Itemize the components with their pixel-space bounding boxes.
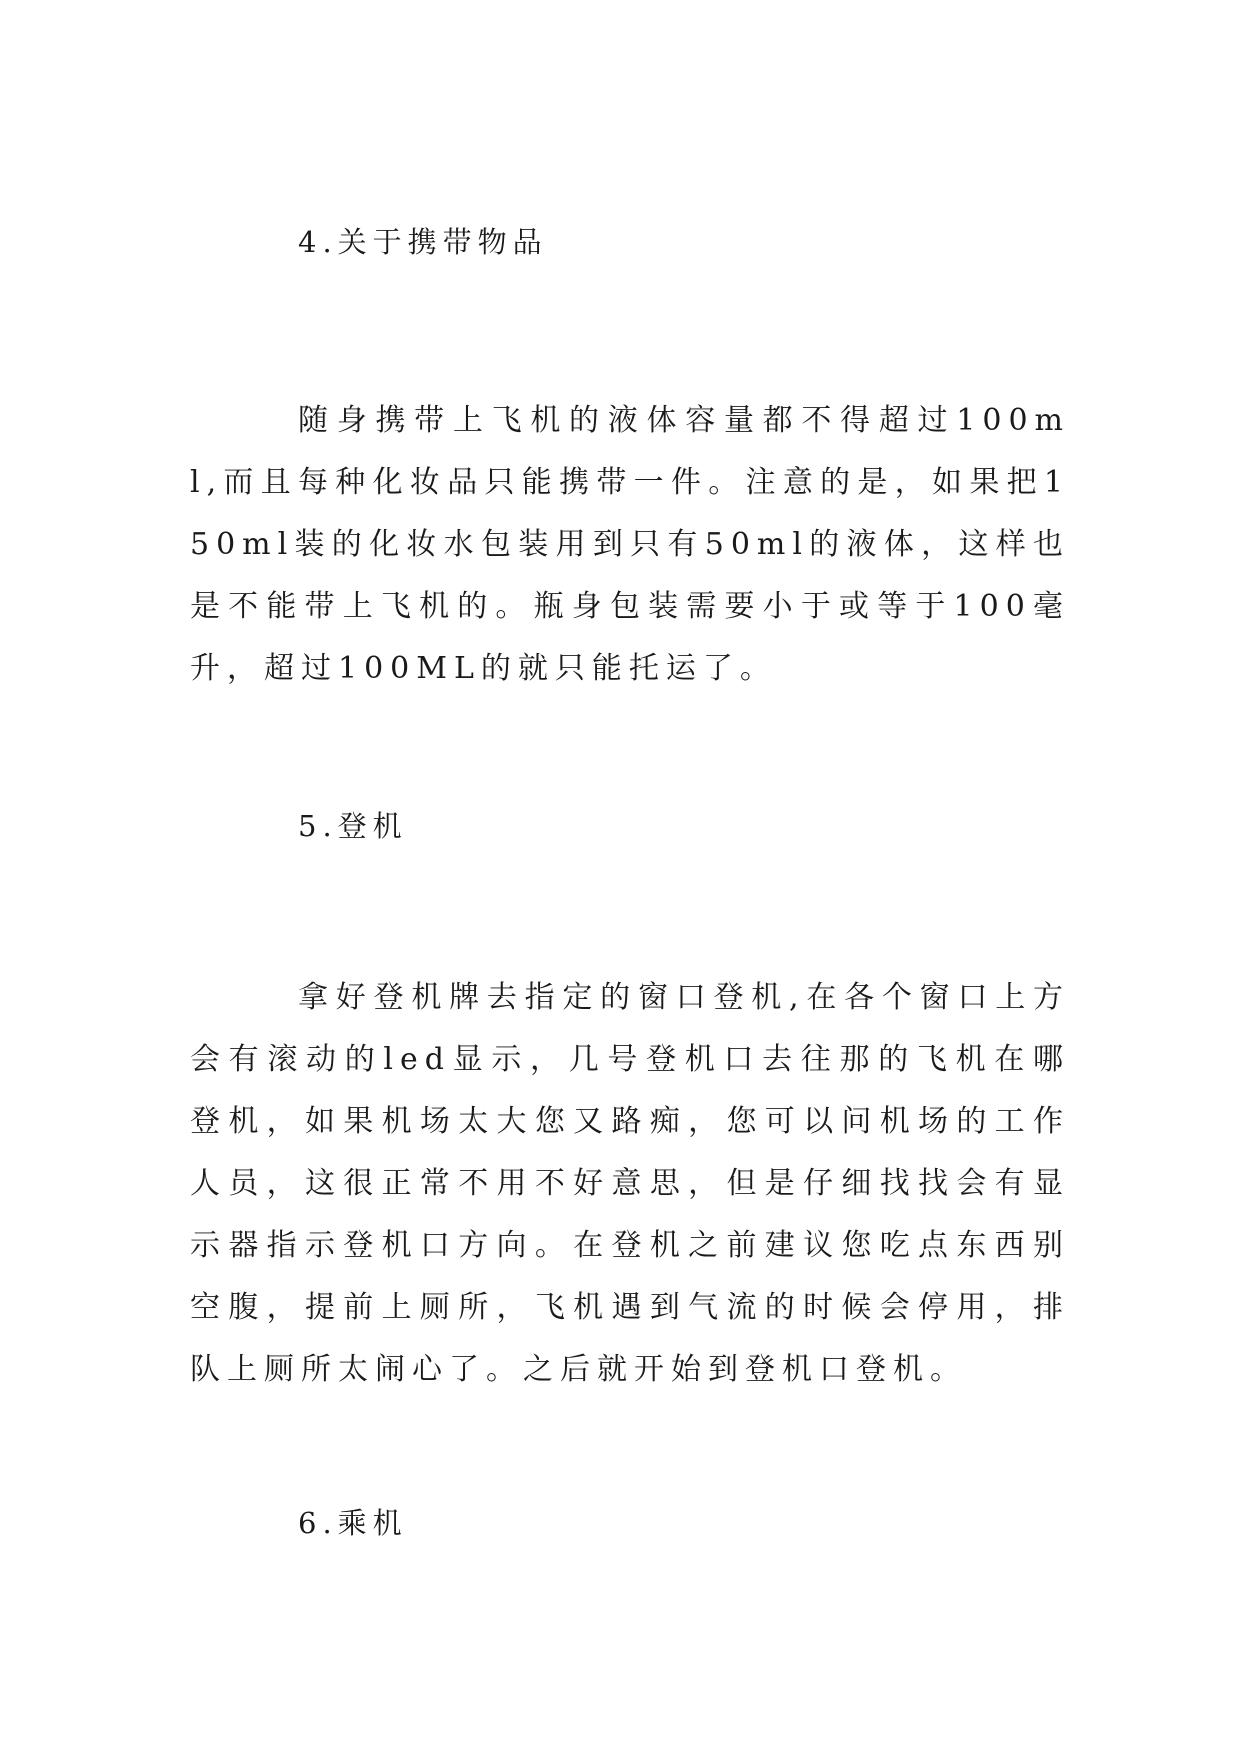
section-paragraph-boarding: 拿好登机牌去指定的窗口登机,在各个窗口上方会有滚动的led显示，几号登机口去往那的飞机在哪登机，如果机场太大您又路痴，您可以问机场的工作人员，这很正常不用不好意思，但是仔细找找会有显示器指示登机口方向。在登机之前建议您吃点东西别空腹，提前上厕所，飞机遇到气流的时候会停用，排队上厕所太闹心了。之后就开始到登机口登机。	[190, 980, 1070, 1387]
section-heading-flight: 6.乘机	[298, 1506, 408, 1540]
section-heading-carry-items: 4.关于携带物品	[298, 225, 548, 259]
section-heading-boarding: 5.登机	[298, 809, 408, 843]
section-paragraph-carry-items: 随身携带上飞机的液体容量都不得超过100ml,而且每种化妆品只能携带一件。注意的是，如果把150ml装的化妆水包装用到只有50ml的液体，这样也是不能带上飞机的。瓶身包装需要小于或等于100毫升，超过100ML的就只能托运了。	[190, 403, 1070, 686]
